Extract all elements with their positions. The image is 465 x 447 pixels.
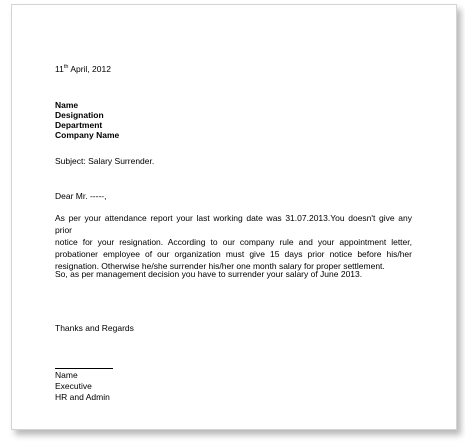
recipient-block: [55, 100, 119, 140]
closing-line: Thanks and Regards: [55, 323, 134, 333]
recipient-department: Department: [55, 120, 103, 130]
salutation: Dear Mr. -----,: [55, 191, 107, 201]
signature-name: Name: [55, 370, 78, 380]
recipient-designation: Designation: [55, 110, 104, 120]
date-rest: April, 2012: [68, 64, 111, 74]
date-suffix: th: [63, 64, 69, 71]
signature-line: [55, 368, 113, 369]
body-line: As per your attendance report your last working date was 31.07.2013.You doesn't give any prior: [55, 213, 412, 235]
recipient-name: Name: [55, 100, 79, 110]
letter-date: [55, 64, 111, 74]
letter-page: [11, 4, 457, 430]
body-line: resignation. Otherwise he/she surrender his/her one month salary for proper settlement.: [55, 261, 385, 271]
date-day: 11: [55, 64, 64, 74]
body-paragraph-2: So, as per management decision you have to surrender your salary of June 2013.: [55, 269, 363, 279]
signature-block: [55, 370, 110, 403]
subject-line: Subject: Salary Surrender.: [55, 156, 155, 166]
body-line: probationer employee of our organization must give 15 days prior notice before his/her: [55, 249, 412, 259]
body-line: notice for your resignation. According to our company rule and your appointment letter,: [55, 237, 412, 247]
signature-department: HR and Admin: [55, 392, 110, 402]
recipient-company: Company Name: [55, 130, 120, 140]
signature-title: Executive: [55, 381, 92, 391]
body-paragraph-1: [55, 212, 412, 272]
